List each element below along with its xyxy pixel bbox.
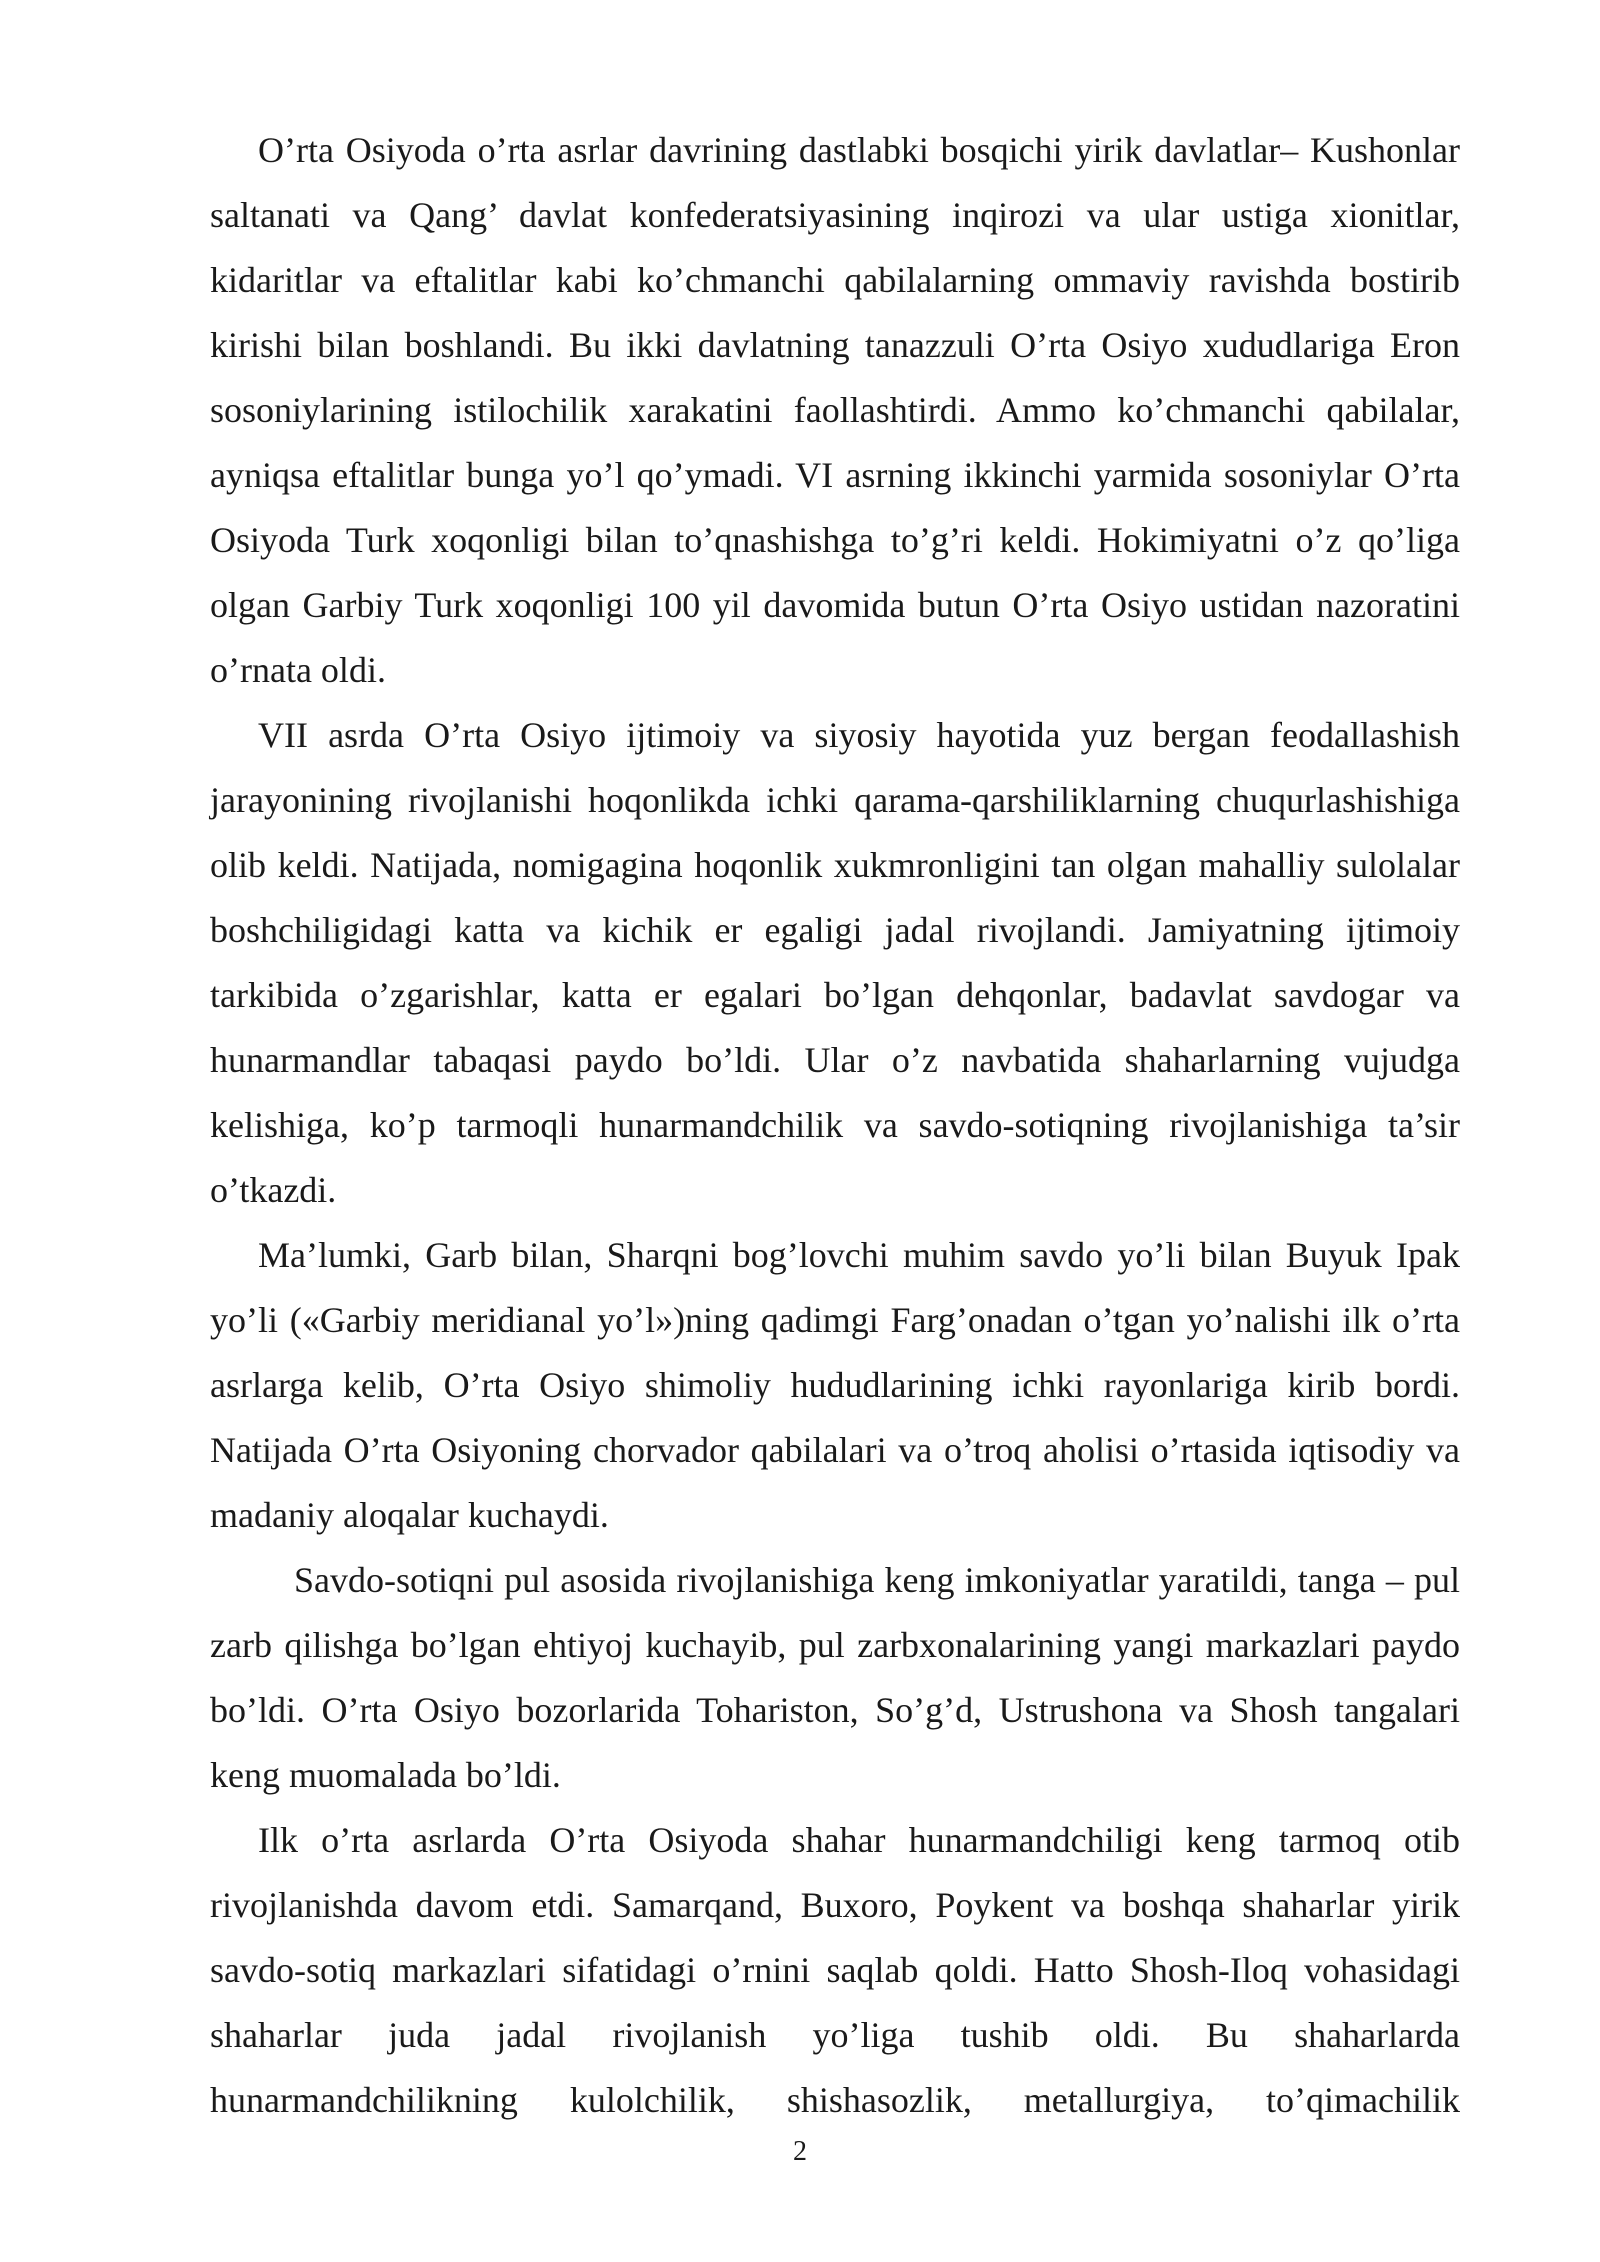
paragraph-2: VII asrda O’rta Osiyo ijtimoiy va siyosiy hayotida yuz bergan feodallashish jarayonining rivojlanishi hoqonlikda ichki qarama-qarshiliklarning chuqurlashishiga olib keldi. Natijada, nomigagina hoqonlik xukmronligini tan olgan mahalliy sulolalar boshchiligidagi katta va kichik er egaligi jadal rivojlandi. Jamiyatning ijtimoiy tarkibida o’zgarishlar, katta er egalari bo’lgan dehqonlar, badavlat savdogar va hunarmandlar tabaqasi paydo bo’ldi. Ular o’z navbatida shaharlarning vujudga kelishiga, ko’p tarmoqli hunarmandchilik va savdo-sotiqning rivojlanishiga ta’sir o’tkazdi.: [210, 715, 1460, 1210]
paragraph-4: Savdo-sotiqni pul asosida rivojlanishiga keng imkoniyatlar yaratildi, tanga – pul zarb qilishga bo’lgan ehtiyoj kuchayib, pul zarbxonalarining yangi markazlari paydo bo’ldi. O’rta Osiyo bozorlarida Tohariston, So’g’d, Ustrushona va Shosh tangalari keng muomalada bo’ldi.: [210, 1560, 1460, 1795]
paragraph-5: Ilk o’rta asrlarda O’rta Osiyoda shahar hunarmandchiligi keng tarmoq otib rivojlanishda davom etdi. Samarqand, Buxoro, Poykent va boshqa shaharlar yirik savdo-sotiq markazlari sifatidagi o’rnini saqlab qoldi. Hatto Shosh-Iloq vohasidagi shaharlar juda jadal rivojlanish yo’liga tushib oldi. Bu shaharlarda hunarmandchilikning kulolchilik, shishasozlik, metallurgiya, to’qimachilik: [210, 1820, 1460, 2120]
paragraph-3: Ma’lumki, Garb bilan, Sharqni bog’lovchi muhim savdo yo’li bilan Buyuk Ipak yo’li («Garbiy meridianal yo’l»)ning qadimgi Farg’onadan o’tgan yo’nalishi ilk o’rta asrlarga kelib, O’rta Osiyo shimoliy hududlarining ichki rayonlariga kirib bordi. Natijada O’rta Osiyoning chorvador qabilalari va o’troq aholisi o’rtasida iqtisodiy va madaniy aloqalar kuchaydi.: [210, 1235, 1460, 1535]
document-body: [210, 118, 1460, 2133]
paragraph-1: O’rta Osiyoda o’rta asrlar davrining dastlabki bosqichi yirik davlatlar– Kushonlar saltanati va Qang’ davlat konfederatsiyasining inqirozi va ular ustiga xionitlar, kidaritlar va eftalitlar kabi ko’chmanchi qabilalarning ommaviy ravishda bostirib kirishi bilan boshlandi. Bu ikki davlatning tanazzuli O’rta Osiyo xududlariga Eron sosoniylarining istilochilik xarakatini faollashtirdi. Ammo ko’chmanchi qabilalar, ayniqsa eftalitlar bunga yo’l qo’ymadi. VI asrning ikkinchi yarmida sosoniylar O’rta Osiyoda Turk xoqonligi bilan to’qnashishga to’g’ri keldi. Hokimiyatni o’z qo’liga olgan Garbiy Turk xoqonligi 100 yil davomida butun O’rta Osiyo ustidan nazoratini o’rnata oldi.: [210, 130, 1460, 690]
page-number: 2: [793, 2136, 807, 2167]
